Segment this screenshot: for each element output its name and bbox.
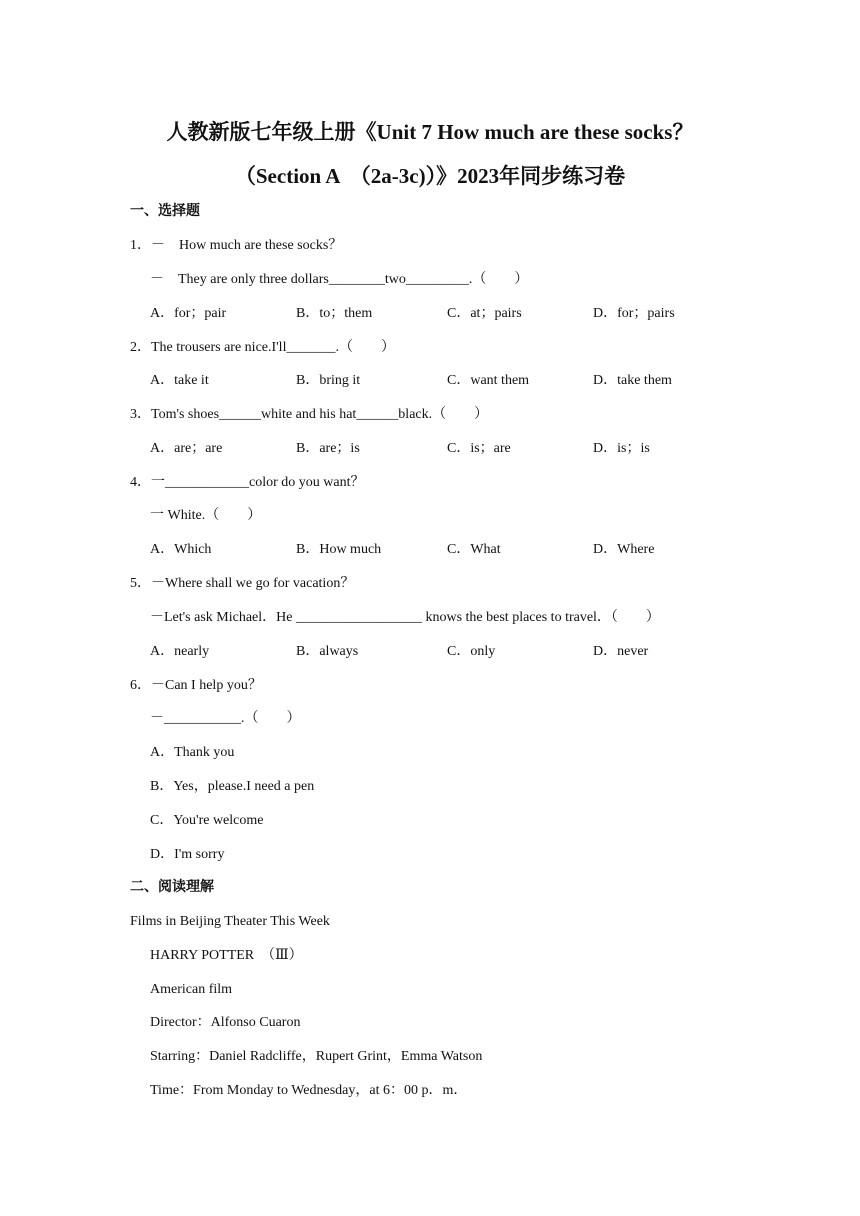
- question-6-option-c: C．You're welcome: [150, 813, 264, 828]
- question-3-option-d: D．is；is: [593, 441, 650, 456]
- question-5-stem: 5．－Where shall we go for vacation？: [130, 576, 355, 591]
- document-title-line-2: （Section A （2a-3c)）》2023年同步练习卷: [234, 164, 626, 188]
- question-1-stem: 1．－ How much are these socks？: [130, 238, 343, 253]
- question-4-option-b: B．How much: [296, 542, 382, 557]
- passage-title: Films in Beijing Theater This Week: [130, 914, 330, 929]
- question-2-option-d: D．take them: [593, 373, 672, 388]
- question-2-stem: 2．The trousers are nice.I'll_______.（ ）: [130, 340, 395, 355]
- question-5-option-b: B．always: [296, 644, 359, 659]
- question-1-option-b: B．to；them: [296, 306, 373, 321]
- section-heading-choice: 一、选择题: [130, 204, 200, 219]
- question-3-option-b: B．are；is: [296, 441, 360, 456]
- question-5-option-c: C．only: [447, 644, 496, 659]
- question-3-option-c: C．is；are: [447, 441, 511, 456]
- question-5-stem-reply: －Let's ask Michael．He __________________ knows the best places to travel．（ ）: [150, 610, 660, 625]
- question-4-option-c: C．What: [447, 542, 501, 557]
- question-3-option-a: A．are；are: [150, 441, 223, 456]
- question-2-option-c: C．want them: [447, 373, 530, 388]
- question-6-option-a: A．Thank you: [150, 745, 235, 760]
- question-1-option-a: A．for；pair: [150, 306, 227, 321]
- passage-line-director: Director：Alfonso Cuaron: [150, 1015, 301, 1030]
- question-6-stem: 6．－Can I help you？: [130, 678, 262, 693]
- question-4-stem-reply: 一 White.（ ）: [150, 508, 262, 523]
- section-heading-reading: 二、阅读理解: [130, 880, 214, 895]
- question-4-option-d: D．Where: [593, 542, 655, 557]
- question-6-option-d: D．I'm sorry: [150, 847, 225, 862]
- question-1-option-d: D．for；pairs: [593, 306, 675, 321]
- question-5-option-a: A．nearly: [150, 644, 210, 659]
- question-6-option-b: B．Yes，please.I need a pen: [150, 779, 315, 794]
- question-1-stem-reply: － They are only three dollars________two_________.（ ）: [150, 272, 529, 287]
- passage-line-time: Time：From Monday to Wednesday，at 6：00 p．m．: [150, 1083, 468, 1098]
- passage-line-origin: American film: [150, 982, 233, 997]
- question-2-option-a: A．take it: [150, 373, 209, 388]
- question-1-option-c: C．at；pairs: [447, 306, 522, 321]
- question-4-option-a: A．Which: [150, 542, 212, 557]
- question-6-stem-reply: －___________.（ ）: [150, 711, 301, 726]
- passage-line-starring: Starring：Daniel Radcliffe，Rupert Grint，Emma Watson: [150, 1049, 483, 1064]
- document-title-line-1: 人教新版七年级上册《Unit 7 How much are these socks？: [166, 120, 694, 144]
- question-2-option-b: B．bring it: [296, 373, 361, 388]
- question-4-stem: 4．一____________color do you want？: [130, 475, 365, 490]
- question-5-option-d: D．never: [593, 644, 649, 659]
- passage-line-film-title: HARRY POTTER （Ⅲ）: [150, 948, 303, 963]
- question-3-stem: 3．Tom's shoes______white and his hat______black.（ ）: [130, 407, 489, 422]
